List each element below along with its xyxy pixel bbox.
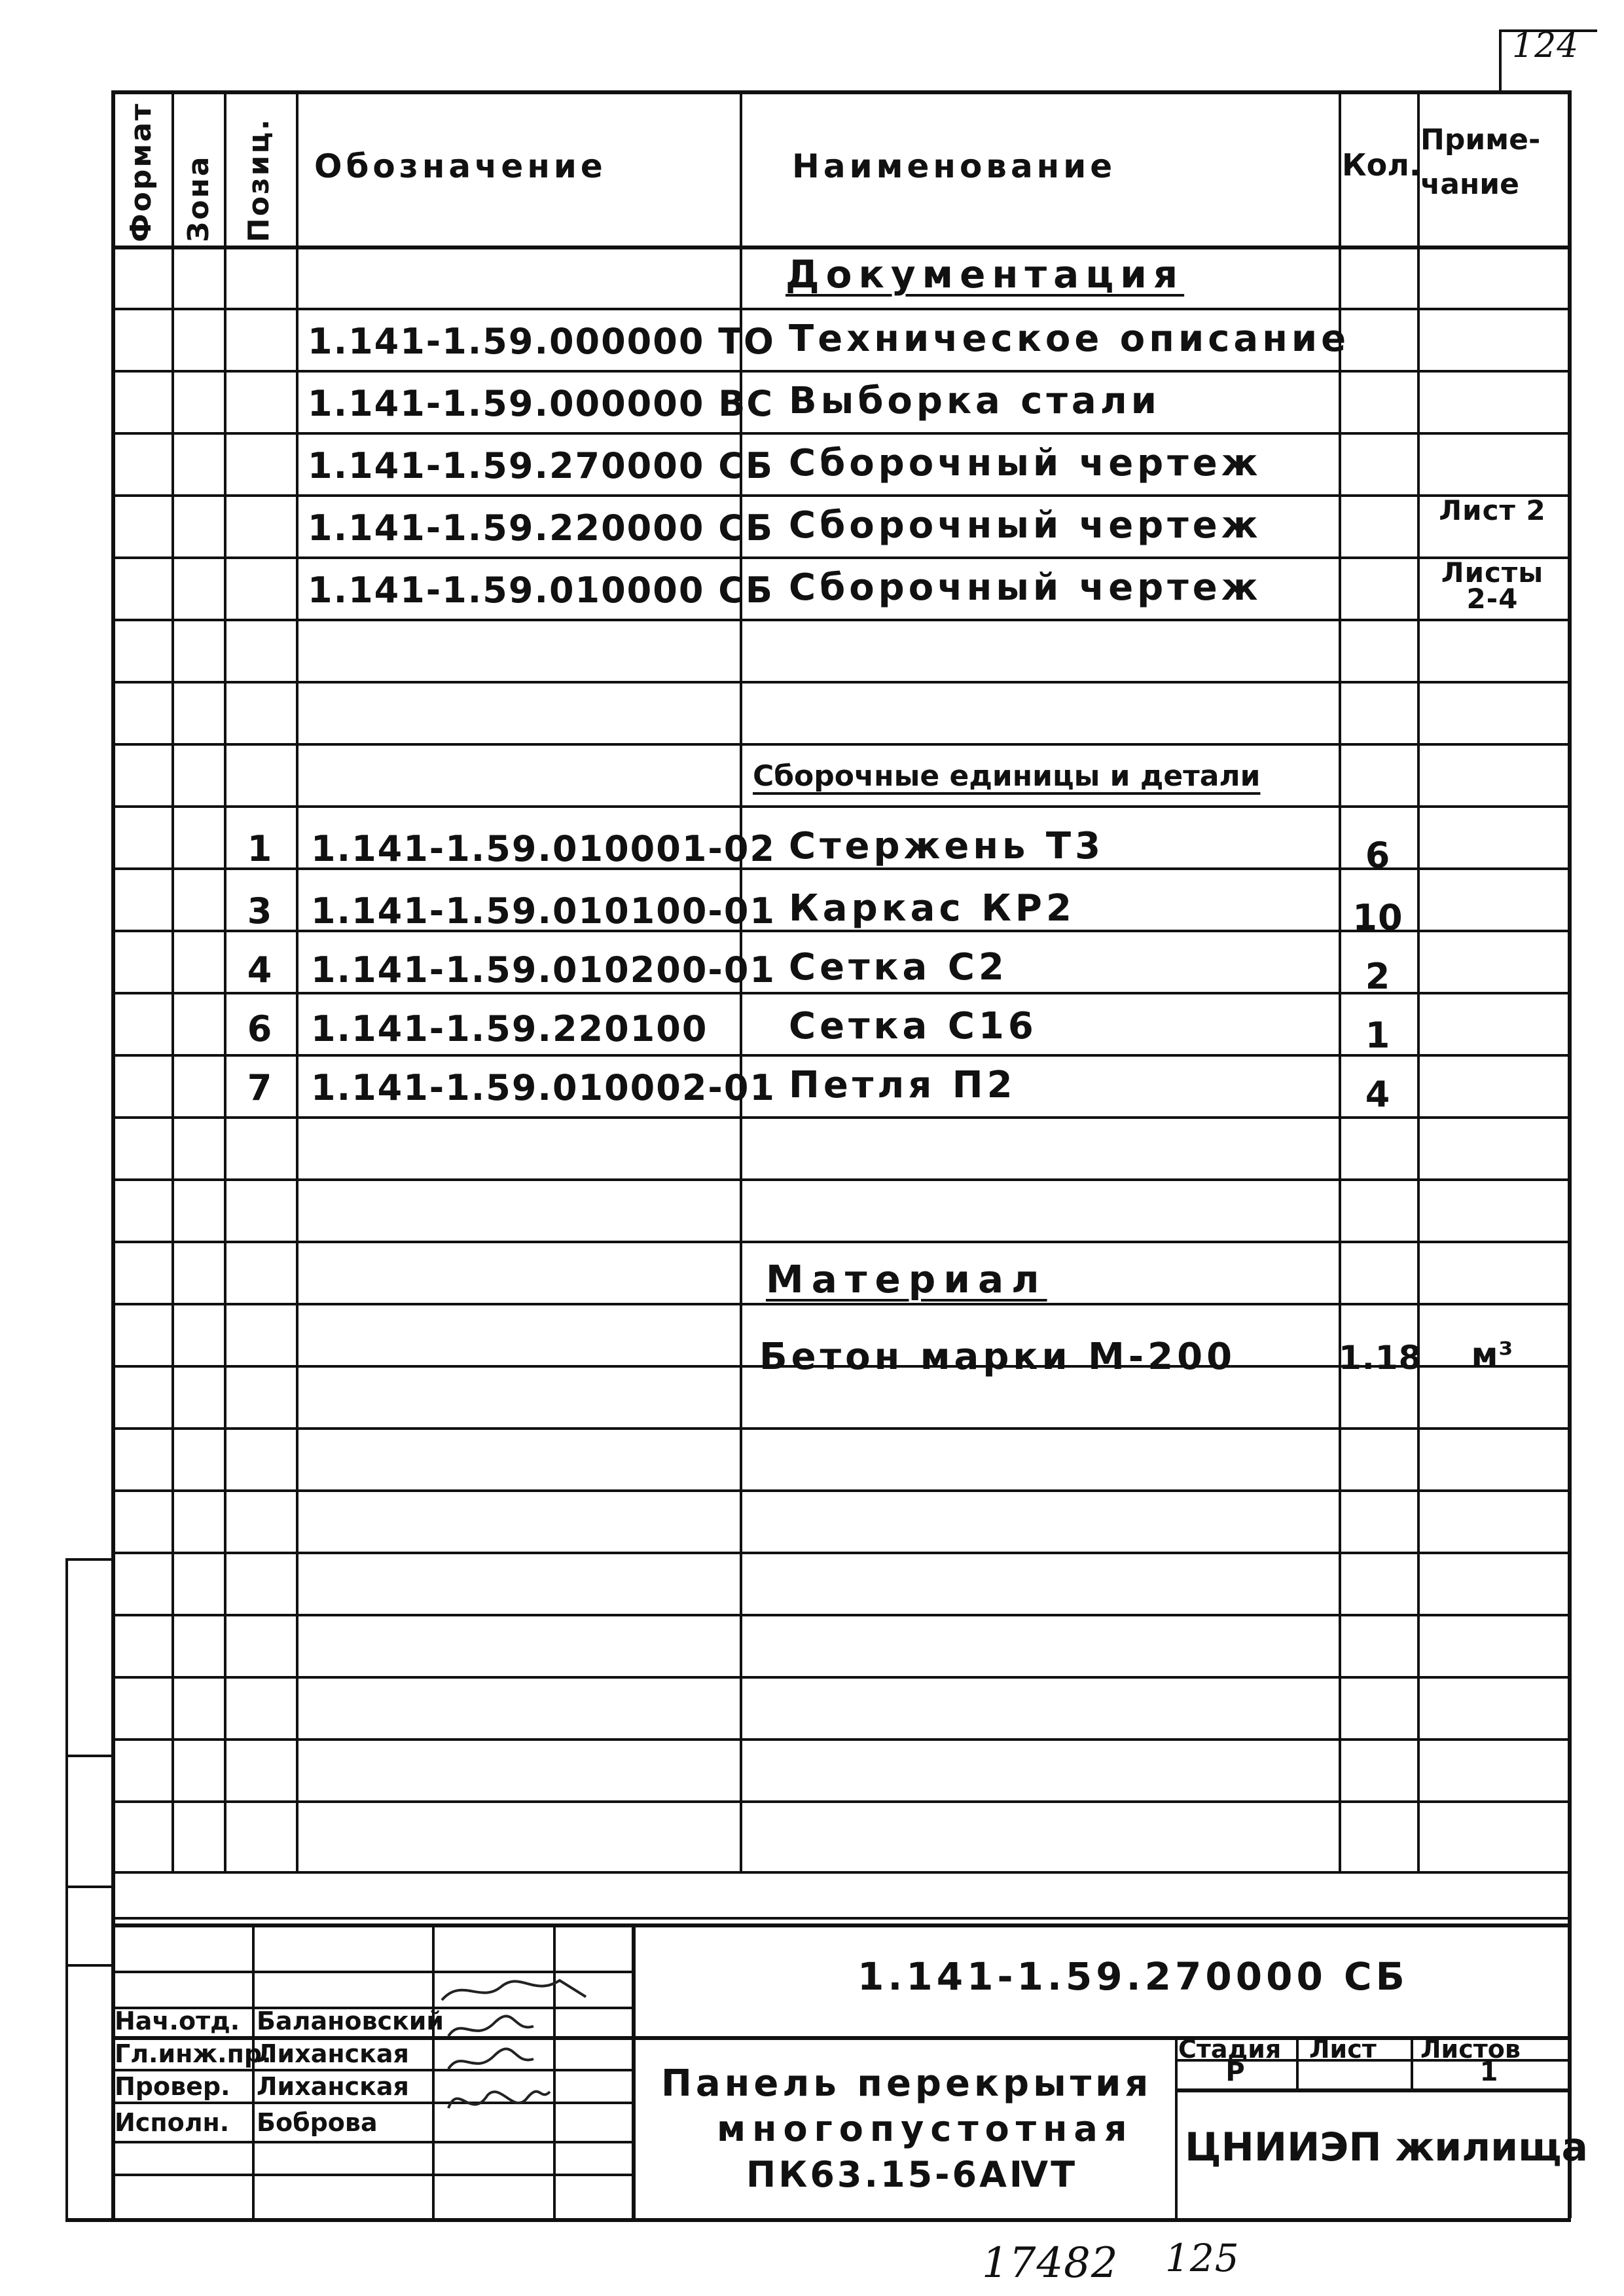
row-line: [111, 1489, 1571, 1492]
sheets-label: Листов: [1420, 2035, 1521, 2064]
doc-designation: 1.141-1.59.000000 ТО: [308, 321, 775, 362]
signature-balanovsky: [442, 1980, 586, 2000]
header-zone: Зона: [182, 155, 215, 242]
part-position: 7: [247, 1067, 273, 1108]
part-designation: 1.141-1.59.220100: [311, 1008, 708, 1049]
row-line: [111, 1552, 1571, 1554]
section-documentation: Документация: [785, 252, 1185, 297]
section-material: Материал: [766, 1257, 1047, 1302]
product-title-2: многопустотная: [717, 2108, 1134, 2149]
row-line: [111, 1241, 1571, 1243]
row-line: [111, 681, 1571, 683]
row-line: [111, 1738, 1571, 1741]
material-name: Бетон марки М-200: [759, 1336, 1236, 1378]
title-doc-code: 1.141-1.59.270000 СБ: [857, 1954, 1409, 1999]
part-name: Петля П2: [789, 1064, 1017, 1106]
row-line: [111, 743, 1571, 746]
header-note: Приме- чание: [1420, 123, 1541, 201]
signature-likhanskaya-1: [448, 2016, 533, 2036]
header-position: Позиц.: [242, 117, 276, 242]
section-assembly: Сборочные единицы и детали: [753, 759, 1261, 793]
header-format: Формат: [124, 101, 158, 242]
sheet-label: Лист: [1309, 2035, 1377, 2064]
row-line: [111, 1800, 1571, 1803]
footer-page: 125: [1165, 2236, 1240, 2280]
part-position: 3: [247, 890, 273, 932]
row-line: [111, 370, 1571, 373]
doc-name: Выборка стали: [789, 380, 1161, 422]
row-line: [111, 805, 1571, 808]
row-line: [111, 308, 1571, 310]
row-line: [111, 432, 1571, 435]
header-qty: Кол.: [1342, 147, 1421, 183]
part-position: 1: [247, 828, 273, 869]
signature-bobrova: [448, 2092, 550, 2108]
page-number: 124: [1512, 26, 1579, 65]
doc-name: Техническое описание: [789, 318, 1350, 360]
role-person: Боброва: [257, 2108, 378, 2137]
doc-name: Сборочный чертеж: [789, 566, 1262, 609]
role-person: Балановский: [257, 2007, 444, 2035]
role-title: Провер.: [115, 2072, 230, 2101]
part-qty: 4: [1365, 1074, 1391, 1115]
row-line: [111, 556, 1571, 559]
doc-name: Сборочный чертеж: [789, 442, 1262, 484]
product-title-3: ПК63.15-6АⅣТ: [746, 2154, 1078, 2195]
row-line: [111, 1303, 1571, 1305]
part-qty: 1: [1365, 1015, 1391, 1056]
part-qty: 6: [1365, 835, 1391, 876]
row-line: [111, 1676, 1571, 1679]
part-name: Стержень Т3: [789, 825, 1105, 867]
signature-likhanskaya-2: [448, 2049, 533, 2069]
row-line: [111, 619, 1571, 621]
part-designation: 1.141-1.59.010001-02: [311, 828, 776, 869]
row-line: [111, 1614, 1571, 1616]
doc-designation: 1.141-1.59.270000 СБ: [308, 445, 774, 486]
stage-label: Стадия: [1178, 2035, 1282, 2064]
role-person: Лиханская: [257, 2039, 409, 2068]
part-designation: 1.141-1.59.010200-01: [311, 949, 776, 991]
material-qty: 1.18: [1339, 1339, 1422, 1377]
header-designation: Обозначение: [314, 147, 607, 185]
doc-name: Сборочный чертеж: [789, 504, 1262, 547]
part-name: Сетка С16: [789, 1005, 1038, 1048]
organization: ЦНИИЭП жилища: [1185, 2124, 1588, 2170]
part-name: Каркас КР2: [789, 887, 1075, 930]
doc-designation: 1.141-1.59.220000 СБ: [308, 507, 774, 549]
sheets-value: 1: [1479, 2057, 1499, 2087]
stage-value: Р: [1225, 2057, 1246, 2087]
row-line: [111, 1427, 1571, 1430]
part-position: 4: [247, 949, 273, 991]
part-designation: 1.141-1.59.010100-01: [311, 890, 776, 932]
role-person: Лиханская: [257, 2072, 409, 2101]
doc-note: Лист 2: [1439, 494, 1546, 526]
part-name: Сетка С2: [789, 946, 1008, 989]
row-line: [111, 1178, 1571, 1181]
part-position: 6: [247, 1008, 273, 1049]
row-line: [111, 1116, 1571, 1119]
role-title: Исполн.: [115, 2108, 230, 2137]
header-name: Наименование: [792, 147, 1117, 185]
signatures: [435, 1971, 632, 2167]
footer-number: 17482: [982, 2239, 1119, 2287]
material-unit: м³: [1471, 1336, 1514, 1374]
role-title: Гл.инж.пр.: [115, 2039, 272, 2068]
role-title: Нач.отд.: [115, 2007, 240, 2035]
doc-note: Листы 2-4: [1441, 556, 1544, 615]
row-line: [111, 494, 1571, 497]
part-designation: 1.141-1.59.010002-01: [311, 1067, 776, 1108]
product-title-1: Панель перекрытия: [661, 2062, 1153, 2105]
part-qty: 2: [1365, 956, 1391, 997]
doc-designation: 1.141-1.59.010000 СБ: [308, 570, 774, 611]
part-qty: 10: [1352, 897, 1403, 938]
doc-designation: 1.141-1.59.000000 ВС: [308, 383, 774, 424]
